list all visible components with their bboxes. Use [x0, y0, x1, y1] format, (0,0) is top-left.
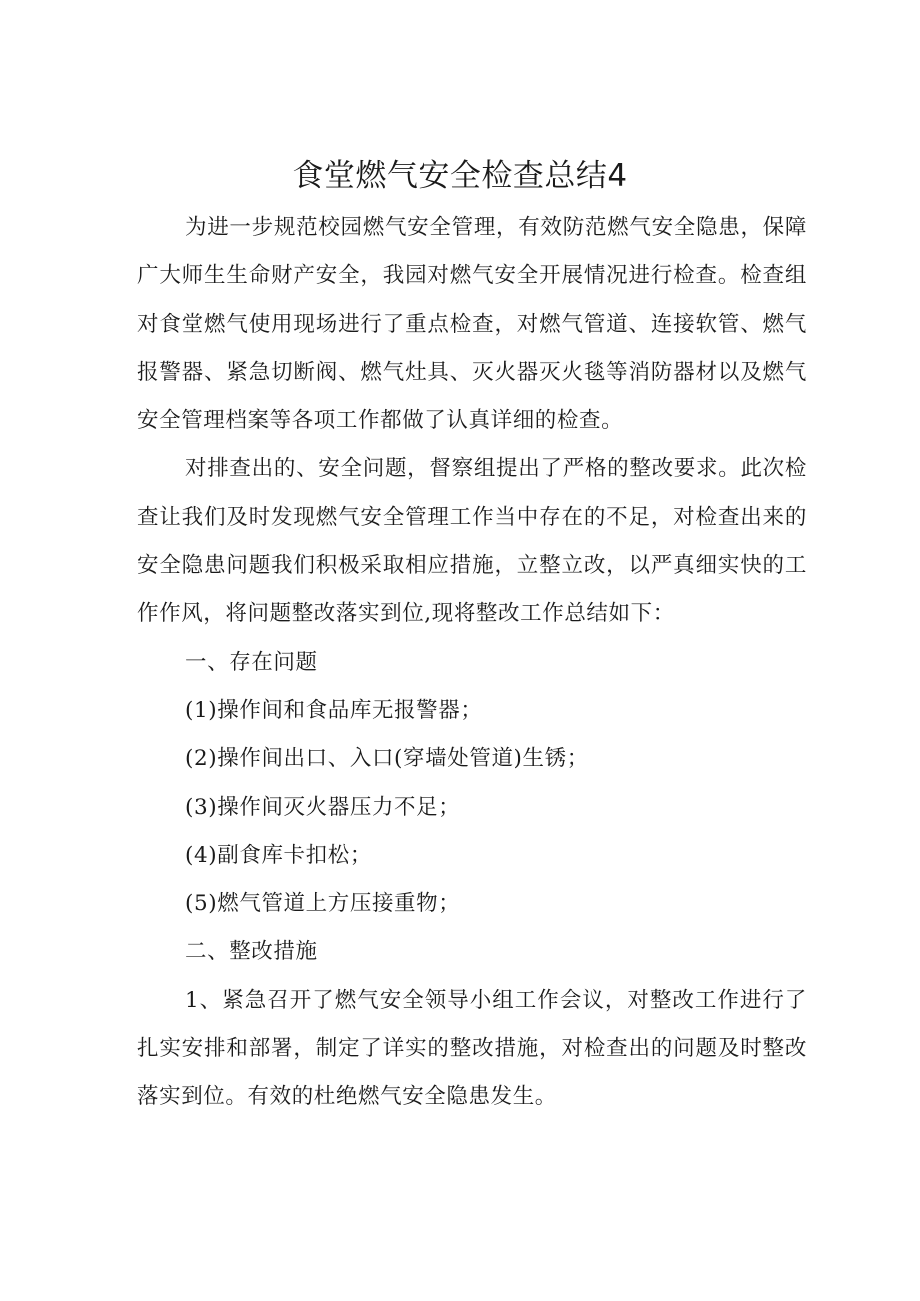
section-heading-problems: 一、存在问题 [185, 649, 318, 675]
problem-item: (1)操作间和食品库无报警器； [185, 697, 483, 723]
problem-item: (5)燃气管道上方压接重物； [185, 891, 461, 917]
intro-paragraph: 为进一步规范校园燃气安全管理，有效防范燃气安全隐患，保障广大师生生命财产安全，我园对燃气安全开展情况进行检查。检查组对食堂燃气使用现场进行了重点检查，对燃气管道、连接软管、燃气报警器、紧急切断阀、燃气灶具、灭火器灭火毯等消防器材以及燃气安全管理档案等各项工作都做了认真详细的检查。 [137, 215, 807, 434]
document-body [137, 204, 807, 1122]
measure-item: 1、紧急召开了燃气安全领导小组工作会议，对整改工作进行了扎实安排和部署，制定了详实的整改措施，对检查出的问题及时整改落实到位。有效的杜绝燃气安全隐患发生。 [137, 987, 807, 1110]
problem-item: (2)操作间出口、入口(穿墙处管道)生锈； [185, 746, 589, 772]
problem-item: (4)副食库卡扣松； [185, 842, 372, 868]
section-heading-measures: 二、整改措施 [185, 939, 318, 965]
problem-item: (3)操作间灭火器压力不足； [185, 794, 461, 820]
document-title: 食堂燃气安全检查总结4 [292, 158, 628, 194]
summary-paragraph: 对排查出的、安全问题，督察组提出了严格的整改要求。此次检查让我们及时发现燃气安全管理工作当中存在的不足，对检查出来的安全隐患问题我们积极采取相应措施，立整立改，以严真细实快的工作作风，将问题整改落实到位,现将整改工作总结如下： [137, 456, 807, 627]
